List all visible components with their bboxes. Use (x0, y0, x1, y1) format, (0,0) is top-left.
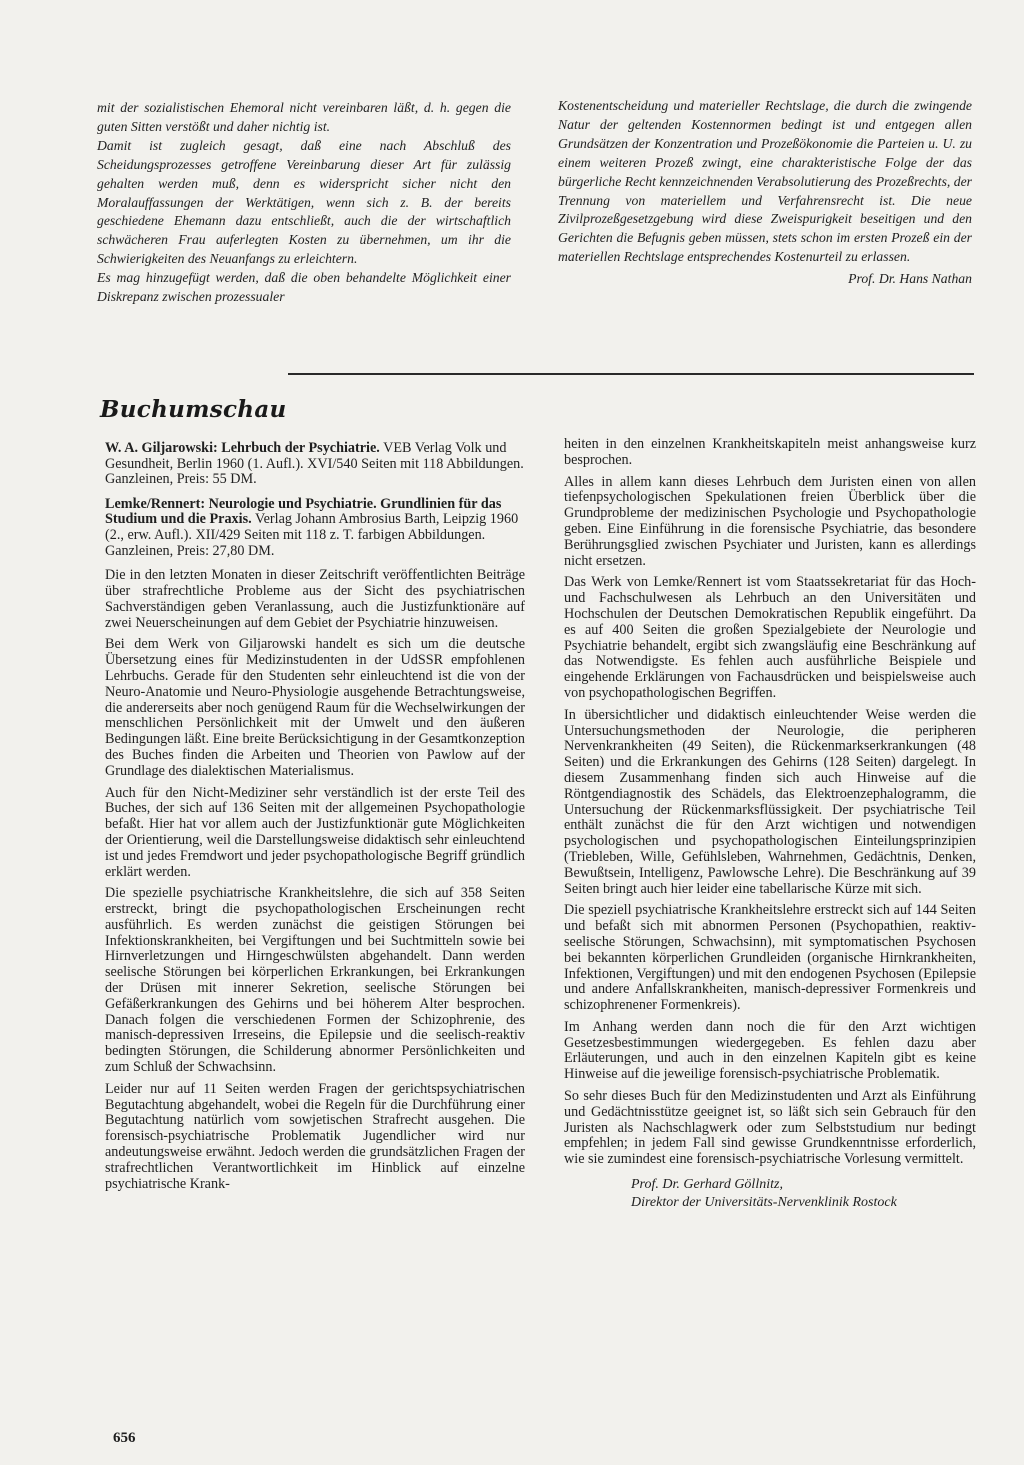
paragraph: Das Werk von Lemke/Rennert ist vom Staatssekretariat für das Hoch- und Fachschulwesen als Lehrbuch an den Universitäten und Hochschulen der Deutschen Demokratischen Republik eingeführt. Da es auf 400 Seiten die großen Spezialgebiete der Neurologie und Psychiatrie behandelt, ergibt sich zwangsläufig eine Beschränkung auf das Notwendigste. Es fehlen auch ausführliche Beispiele und eingehende Erklärungen von Fachausdrücken und beispielsweise auch von psychopathologischen Begriffen. (564, 574, 976, 701)
paragraph: Damit ist zugleich gesagt, daß eine nach Abschluß des Scheidungsprozesses getroffene Vereinbarung dieser Art für zulässig gehalten werden muß, denn es widerspricht sicher nicht den Moralauffassungen der Werktätigen, wenn sich z. B. der bereits geschiedene Ehemann dazu entschließt, auch die der wirtschaftlich schwächeren Frau auferlegten Kosten zu übernehmen, um ihr die Schwierigkeiten des Neuanfangs zu erleichtern. (97, 137, 511, 267)
bibliography-entry (105, 497, 525, 559)
paragraph: Bei dem Werk von Giljarowski handelt es sich um die deutsche Übersetzung eines für Medizinstudenten in der UdSSR empfohlenen Lehrbuchs. Gerade für den Studenten sehr einleuchtend ist die von der Neuro-Anatomie und Neuro-Physiologie ausgehende Betrachtungsweise, die andererseits aber noch genügend Raum für die Wechselwirkungen der menschlichen Persönlichkeit mit der Umwelt und den äußeren Bedingungen läßt. Eine breite Berücksichtigung in der Gesamtkonzeption des Buches finden die Arbeiten und Theorien von Pawlow auf der Grundlage des dialektischen Materialismus. (105, 636, 525, 779)
bibliography-entry (105, 441, 525, 488)
reviewer-role: Direktor der Universitäts-Nervenklinik Rostock (631, 1195, 897, 1211)
top-right-column (558, 97, 972, 302)
paragraph: mit der sozialistischen Ehemoral nicht vereinbaren läßt, d. h. gegen die guten Sitten verstößt und daher nichtig ist. (97, 100, 511, 134)
section-divider (288, 373, 974, 375)
book-title: Lemke/Rennert: Neurologie und Psychiatrie. Grundlinien für das Studium und die Praxis. (105, 495, 502, 528)
section-title: Buchumschau (100, 396, 287, 423)
paragraph: Es mag hinzugefügt werden, daß die oben behandelte Möglichkeit einer Diskrepanz zwischen prozessualer (97, 270, 511, 305)
paragraph: Kostenentscheidung und materieller Rechtslage, die durch die zwingende Natur der geltenden Kostennormen bedingt ist und entgegen allen Grundsätzen der Konzentration und Prozeßökonomie die Parteien u. U. zu einem weiteren Prozeß zwingt, eine charakteristische Folge der das bürgerliche Recht kennzeichnenden Verabsolutierung des Prozeßrechts, der Trennung von materiellem und Verfahrensrecht ist. Die neue Zivilprozeßgesetzgebung wird diese Zweispurigkeit beseitigen und den Gerichten die Befugnis geben müssen, stets schon im ersten Prozeß ein der materiellen Rechtslage entsprechendes Kostenurteil zu erlassen. (558, 98, 972, 265)
paragraph: Alles in allem kann dieses Lehrbuch dem Juristen einen von allen tiefenpsychologischen Spekulationen freien Überblick über die Grundprobleme der medizinischen Psychologie und Psychopathologie geben. Eine Einführung in die forensische Psychiatrie, das besondere Berührungsglied zwischen Psychiater und Juristen, kann es allerdings nicht ersetzen. (564, 473, 976, 569)
paragraph: Die spezielle psychiatrische Krankheitslehre, die sich auf 358 Seiten erstreckt, bringt die psychopathologischen Erscheinungen recht ausführlich. Es werden zunächst die geistigen Störungen bei Infektionskrankheiten, bei Vergiftungen und bei Suchtmitteln sowie bei Hirnverletzungen und Hirngeschwülsten abgehandelt. Dann werden seelische Störungen bei körperlichen Erkrankungen, bei Erkrankungen der Drüsen mit innerer Sekretion, seelische Störungen bei Gefäßerkrankungen des Gehirns und bei höherem Alter besprochen. Danach folgen die verschiedenen Formen der Schizophrenie, des manisch-depressiven Irreseins, die Epilepsie und die seelisch-reaktiv bedingten Störungen, die Schilderung abnormer Persönlichkeiten und zum Schluß der Schwachsinn. (105, 885, 525, 1076)
paragraph: Die in den letzten Monaten in dieser Zeitschrift veröffentlichten Beiträge über strafrechtliche Probleme aus der Sicht des psychiatrischen Sachverständigen geben Veranlassung, auch die Justizfunktionäre auf zwei Neuerscheinungen auf dem Gebiet der Psychiatrie hinzuweisen. (105, 567, 525, 631)
reviewer-signature (564, 1176, 976, 1212)
paragraph: Leider nur auf 11 Seiten werden Fragen der gerichtspsychiatrischen Begutachtung abgehandelt, wobei die Regeln für die Durchführung einer Begutachtung natürlich vom sowjetischen Strafrecht ausgehen. Die forensisch-psychiatrische Problematik Jugendlicher wird nur andeutungsweise erwähnt. Jedoch werden die grundsätzlichen Fragen der strafrechtlichen Verantwortlichkeit im Hinblick auf einzelne psychiatrische Krank- (105, 1080, 525, 1192)
paragraph: Die speziell psychiatrische Krankheitslehre erstreckt sich auf 144 Seiten und befaßt sich mit abnormen Personen (Psychopathien, reaktiv-seelische Störungen, Schwachsinn), mit symptomatischen Psychosen bei bekannten körperlichen Grundleiden (organische Hirnkrankheiten, Infektionen, Vergiftungen) und mit den endogenen Psychosen (Epilepsie und andere Anfallskrankheiten, manisch-depressiver Formenkreis und schizophrenener Formenkreis). (564, 902, 976, 1014)
paragraph: So sehr dieses Buch für den Medizinstudenten und Arzt als Einführung und Gedächtnisstütze geeignet ist, so läßt sich sein Gebrauch für den Juristen als Nachschlagwerk oder zum Selbststudium nur bedingt empfehlen; in jedem Fall sind gewisse Grundkenntnisse erforderlich, wie sie zumindest eine forensisch-psychiatrische Vorlesung vermittelt. (564, 1088, 976, 1168)
review-right-column (564, 437, 976, 1212)
page-number: 656 (113, 1430, 136, 1446)
paragraph: Auch für den Nicht-Mediziner sehr verständlich ist der erste Teil des Buches, der sich auf 136 Seiten mit der allgemeinen Psychopathologie befaßt. Hier hat vor allem auch der Justizfunktionär gute Möglichkeiten der Orientierung, weil die Darstellungsweise didaktisch sehr einleuchtend ist und jedes Fremdwort und jeder psychopathologische Begriff gründlich erklärt werden. (105, 784, 525, 880)
paragraph: heiten in den einzelnen Krankheitskapiteln meist anhangsweise kurz besprochen. (564, 436, 976, 468)
book-details: VEB Verlag Volk und Gesundheit, Berlin 1960 (1. Aufl.). XVI/540 Seiten mit 118 Abbildungen. Ganzleinen, Preis: 55 DM. (105, 440, 524, 488)
book-details: Verlag Johann Ambrosius Barth, Leipzig 1960 (2., erw. Aufl.). XII/429 Seiten mit 118 z. T. farbigen Abbildungen. Ganzleinen, Preis: 27,80 DM. (105, 511, 519, 559)
review-body (105, 568, 525, 1192)
book-title: W. A. Giljarowski: Lehrbuch der Psychiatrie. (105, 440, 380, 456)
paragraph: Im Anhang werden dann noch die für den Arzt wichtigen Gesetzesbestimmungen wiedergegeben. Es fehlen dazu aber Erläuterungen, und auch in den einzelnen Kapiteln gibt es keine Hinweise auf die jeweilige forensisch-psychiatrische Problematik. (564, 1018, 976, 1083)
paragraph: In übersichtlicher und didaktisch einleuchtender Weise werden die Untersuchungsmethoden der Neurologie, die peripheren Nervenkrankheiten (49 Seiten), die Rückenmarkserkrankungen (48 Seiten) und die Erkrankungen des Gehirns (128 Seiten) dargelegt. In diesem Zusammenhang finden sich auch Hinweise auf die Röntgendiagnostik des Schädels, das Elektroenzephalogramm, die Untersuchung der Rückenmarksflüssigkeit. Der psychiatrische Teil enthält zunächst die für den Arzt wichtigen und notwendigen psychologischen und psychopathologischen Einteilungsprinzipien (Triebleben, Wille, Gefühlsleben, Wahrnehmen, Gedächtnis, Denken, Bewußtsein, Intelligenz, Pawlowsche Lehre). Die Beschränkung auf 39 Seiten bringt auch hier leider eine tabellarische Kürze mit sich. (564, 706, 976, 897)
top-left-column (97, 99, 511, 307)
reviewer-name: Prof. Dr. Gerhard Göllnitz, (631, 1177, 783, 1193)
author-signature: Prof. Dr. Hans Nathan (848, 271, 972, 287)
review-left-column (105, 441, 525, 1192)
